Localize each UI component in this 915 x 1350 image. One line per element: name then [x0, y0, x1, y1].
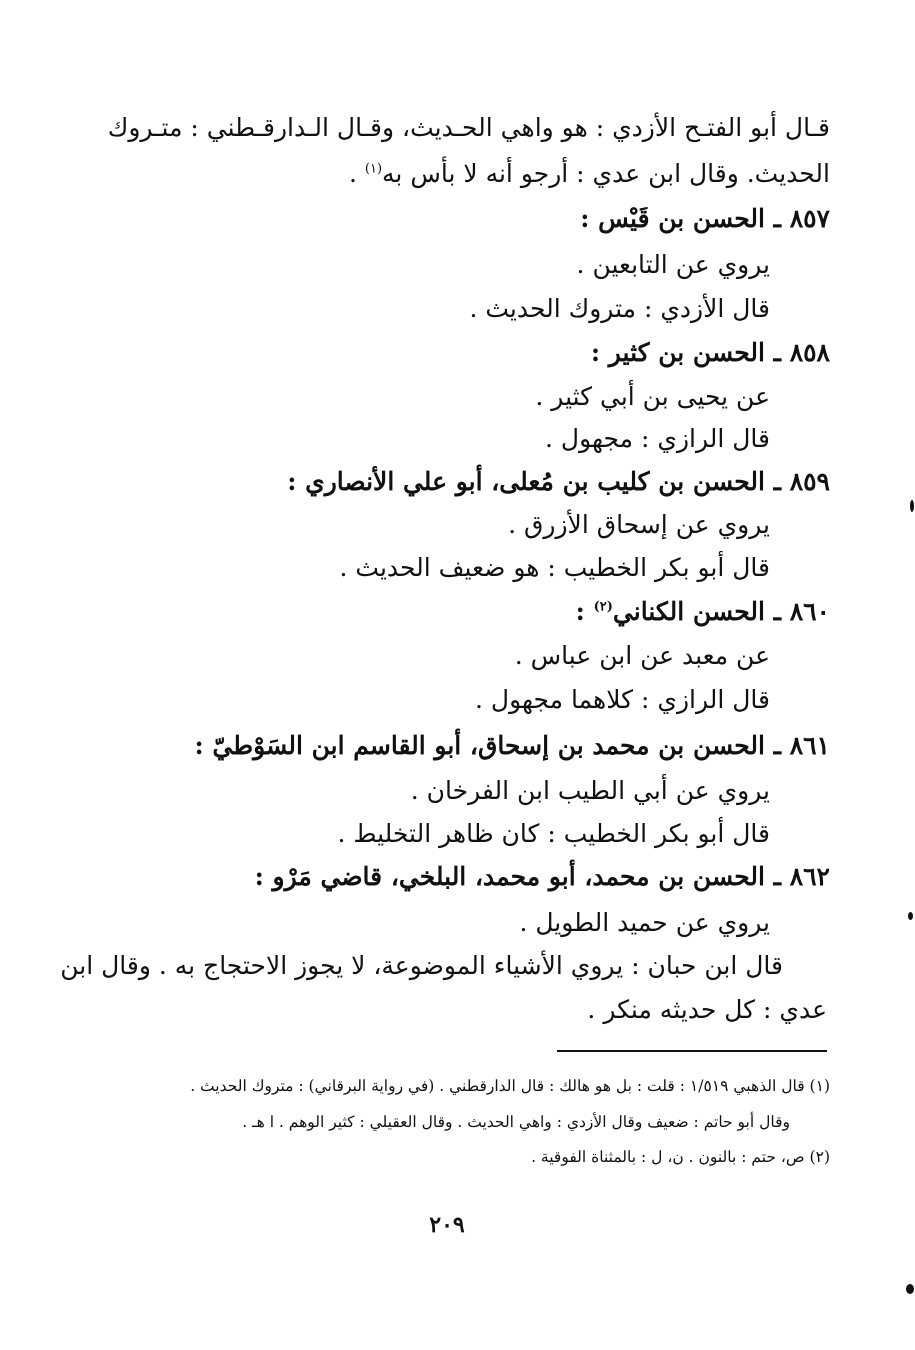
entry-862-line-3: عدي : كل حديثه منكر .: [587, 995, 827, 1024]
footnote-ref-2: (٢): [593, 599, 613, 615]
footnote-separator: [557, 1050, 827, 1052]
entry-860-line-2: قال الرازي : كلاهما مجهول .: [475, 685, 770, 714]
entry-859-heading: ٨٥٩ ـ الحسن بن كليب بن مُعلى، أبو علي الأنصاري :: [287, 467, 830, 496]
body-line-1: قـال أبو الفتـح الأزدي : هو واهي الحـديث، وقـال الـدارقـطني : متـروك: [107, 113, 830, 142]
entry-861-heading: ٨٦١ ـ الحسن بن محمد بن إسحاق، أبو القاسم ابن السَوْطيّ :: [194, 731, 830, 760]
scan-speck: [908, 912, 913, 920]
entry-859-line-1: يروي عن إسحاق الأزرق .: [508, 510, 770, 539]
entry-862-line-1: يروي عن حميد الطويل .: [519, 908, 770, 937]
entry-861-line-2: قال أبو بكر الخطيب : كان ظاهر التخليط .: [337, 819, 770, 848]
entry-857-line-2: قال الأزدي : متروك الحديث .: [469, 294, 770, 323]
footnote-ref-1: (١): [364, 161, 383, 177]
entry-860-heading-tail: :: [575, 597, 594, 626]
entry-860-line-1: عن معبد عن ابن عباس .: [514, 641, 770, 670]
entry-858-heading: ٨٥٨ ـ الحسن بن كثير :: [590, 338, 830, 367]
entry-857-heading: ٨٥٧ ـ الحسن بن قَيْس :: [580, 204, 830, 233]
body-line-2-text: الحديث. وقال ابن عدي : أرجو أنه لا بأس به: [382, 159, 830, 188]
body-line-2: [349, 154, 830, 194]
page-number: ٢٠٩: [429, 1212, 465, 1238]
body-line-2-tail: .: [348, 159, 365, 188]
entry-857-line-1: يروي عن التابعين .: [576, 250, 770, 279]
scan-speck: [906, 1284, 914, 1294]
entry-858-line-1: عن يحيى بن أبي كثير .: [535, 382, 770, 411]
entry-858-line-2: قال الرازي : مجهول .: [545, 424, 770, 453]
entry-862-heading: ٨٦٢ ـ الحسن بن محمد، أبو محمد، البلخي، قاضي مَرْو :: [254, 862, 830, 891]
entry-862-line-2: قال ابن حبان : يروي الأشياء الموضوعة، لا يجوز الاحتجاج به . وقال ابن: [60, 951, 783, 980]
entry-860-heading: [576, 592, 830, 632]
entry-859-line-2: قال أبو بكر الخطيب : هو ضعيف الحديث .: [339, 553, 770, 582]
footnote-2: (٢) ص، حتم : بالنون . ن، ل : بالمثناة الفوقية .: [531, 1148, 830, 1166]
entry-860-heading-text: ٨٦٠ ـ الحسن الكناني: [612, 597, 830, 626]
entry-861-line-1: يروي عن أبي الطيب ابن الفرخان .: [410, 776, 770, 805]
footnote-1-line-1: (١) قال الذهبي ١/٥١٩ : قلت : بل هو هالك : قال الدارقطني . (في رواية البرقاني) : متروك الحديث .: [190, 1077, 830, 1095]
footnote-1-line-2: وقال أبو حاتم : ضعيف وقال الأزدي : واهي الحديث . وقال العقيلي : كثير الوهم . ا هـ .: [242, 1113, 790, 1131]
scan-speck: [910, 500, 914, 512]
